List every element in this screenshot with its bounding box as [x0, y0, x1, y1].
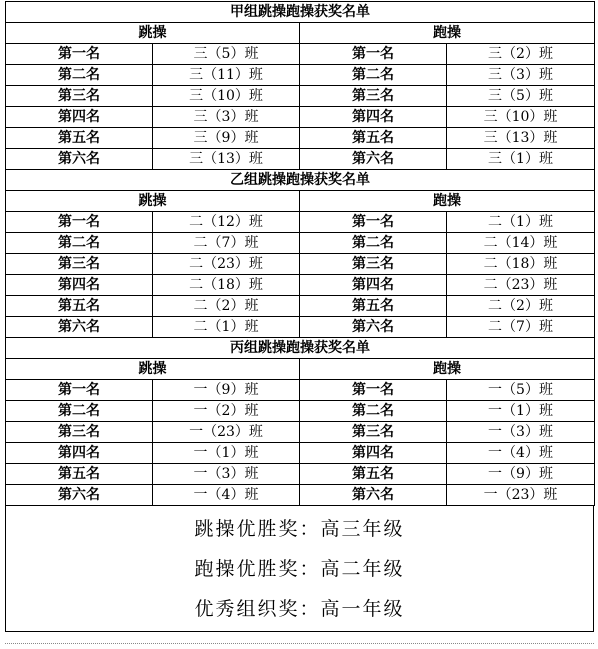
table-row	[6, 233, 595, 254]
jump-class-cell: 一（4）班	[153, 485, 300, 506]
run-rank-cell: 第四名	[300, 443, 447, 464]
run-rank-cell: 第二名	[300, 65, 447, 86]
run-rank-cell: 第一名	[300, 44, 447, 65]
run-rank-cell: 第三名	[300, 254, 447, 275]
jump-class-cell: 二（1）班	[153, 317, 300, 338]
running-exercise-excellence-award: 跑操优胜奖：高二年级	[194, 557, 405, 580]
table-row	[6, 443, 595, 464]
summary-section	[5, 506, 594, 632]
jump-class-cell: 二（12）班	[153, 212, 300, 233]
jump-class-cell: 一（3）班	[153, 464, 300, 485]
jump-class-cell: 二（18）班	[153, 275, 300, 296]
jump-class-cell: 三（10）班	[153, 86, 300, 107]
jump-rank-cell: 第一名	[6, 44, 153, 65]
jump-rank-cell: 第三名	[6, 422, 153, 443]
jump-class-cell: 一（9）班	[153, 380, 300, 401]
run-class-cell: 二（18）班	[447, 254, 595, 275]
jump-class-cell: 二（2）班	[153, 296, 300, 317]
table-row	[6, 254, 595, 275]
jump-exercise-header: 跳操	[6, 191, 300, 212]
table-row	[6, 317, 595, 338]
jump-class-cell: 三（11）班	[153, 65, 300, 86]
run-rank-cell: 第五名	[300, 128, 447, 149]
run-rank-cell: 第二名	[300, 401, 447, 422]
jump-class-cell: 三（5）班	[153, 44, 300, 65]
jump-class-cell: 三（3）班	[153, 107, 300, 128]
run-rank-cell: 第四名	[300, 275, 447, 296]
jump-class-cell: 二（7）班	[153, 233, 300, 254]
awards-table	[5, 1, 595, 506]
run-rank-cell: 第五名	[300, 464, 447, 485]
run-rank-cell: 第一名	[300, 380, 447, 401]
run-class-cell: 二（1）班	[447, 212, 595, 233]
run-class-cell: 二（7）班	[447, 317, 595, 338]
run-rank-cell: 第六名	[300, 149, 447, 170]
jump-rank-cell: 第二名	[6, 233, 153, 254]
run-class-cell: 二（14）班	[447, 233, 595, 254]
jump-rank-cell: 第四名	[6, 107, 153, 128]
run-class-cell: 二（23）班	[447, 275, 595, 296]
table-row	[6, 212, 595, 233]
jump-class-cell: 三（9）班	[153, 128, 300, 149]
run-class-cell: 一（5）班	[447, 380, 595, 401]
jump-rank-cell: 第五名	[6, 128, 153, 149]
jump-exercise-excellence-award: 跳操优胜奖：高三年级	[194, 518, 405, 541]
group-title-row	[6, 2, 595, 23]
jump-rank-cell: 第四名	[6, 443, 153, 464]
running-exercise-header: 跑操	[300, 23, 595, 44]
table-row	[6, 422, 595, 443]
run-class-cell: 一（4）班	[447, 443, 595, 464]
run-rank-cell: 第五名	[300, 296, 447, 317]
jump-rank-cell: 第六名	[6, 485, 153, 506]
group-title: 乙组跳操跑操获奖名单	[6, 170, 595, 191]
jump-rank-cell: 第六名	[6, 149, 153, 170]
run-rank-cell: 第一名	[300, 212, 447, 233]
jump-class-cell: 一（2）班	[153, 401, 300, 422]
table-row	[6, 128, 595, 149]
run-class-cell: 一（3）班	[447, 422, 595, 443]
excellent-organization-award: 优秀组织奖：高一年级	[194, 597, 405, 620]
table-row	[6, 485, 595, 506]
awards-table-body	[6, 2, 595, 506]
run-rank-cell: 第六名	[300, 317, 447, 338]
table-row	[6, 464, 595, 485]
group-title-row	[6, 170, 595, 191]
group-header-row	[6, 23, 595, 44]
jump-class-cell: 三（13）班	[153, 149, 300, 170]
table-row	[6, 107, 595, 128]
run-class-cell: 三（13）班	[447, 128, 595, 149]
table-row	[6, 401, 595, 422]
jump-rank-cell: 第一名	[6, 212, 153, 233]
jump-exercise-header: 跳操	[6, 23, 300, 44]
run-class-cell: 三（3）班	[447, 65, 595, 86]
group-header-row	[6, 191, 595, 212]
jump-rank-cell: 第五名	[6, 296, 153, 317]
jump-class-cell: 一（23）班	[153, 422, 300, 443]
run-class-cell: 三（10）班	[447, 107, 595, 128]
run-rank-cell: 第四名	[300, 107, 447, 128]
jump-rank-cell: 第四名	[6, 275, 153, 296]
jump-exercise-header: 跳操	[6, 359, 300, 380]
jump-class-cell: 一（1）班	[153, 443, 300, 464]
jump-rank-cell: 第三名	[6, 86, 153, 107]
group-title: 丙组跳操跑操获奖名单	[6, 338, 595, 359]
table-row	[6, 380, 595, 401]
jump-rank-cell: 第六名	[6, 317, 153, 338]
table-row	[6, 44, 595, 65]
run-class-cell: 三（1）班	[447, 149, 595, 170]
award-document	[5, 1, 594, 632]
running-exercise-header: 跑操	[300, 191, 595, 212]
jump-class-cell: 二（23）班	[153, 254, 300, 275]
table-row	[6, 65, 595, 86]
jump-rank-cell: 第五名	[6, 464, 153, 485]
table-row	[6, 86, 595, 107]
run-rank-cell: 第三名	[300, 422, 447, 443]
run-rank-cell: 第六名	[300, 485, 447, 506]
group-title: 甲组跳操跑操获奖名单	[6, 2, 595, 23]
run-rank-cell: 第二名	[300, 233, 447, 254]
run-class-cell: 一（1）班	[447, 401, 595, 422]
bottom-dotted-border	[5, 643, 594, 644]
table-row	[6, 149, 595, 170]
running-exercise-header: 跑操	[300, 359, 595, 380]
run-rank-cell: 第三名	[300, 86, 447, 107]
table-row	[6, 296, 595, 317]
run-class-cell: 三（5）班	[447, 86, 595, 107]
jump-rank-cell: 第一名	[6, 380, 153, 401]
run-class-cell: 一（9）班	[447, 464, 595, 485]
jump-rank-cell: 第二名	[6, 65, 153, 86]
table-row	[6, 275, 595, 296]
jump-rank-cell: 第二名	[6, 401, 153, 422]
jump-rank-cell: 第三名	[6, 254, 153, 275]
run-class-cell: 三（2）班	[447, 44, 595, 65]
group-header-row	[6, 359, 595, 380]
run-class-cell: 二（2）班	[447, 296, 595, 317]
run-class-cell: 一（23）班	[447, 485, 595, 506]
group-title-row	[6, 338, 595, 359]
